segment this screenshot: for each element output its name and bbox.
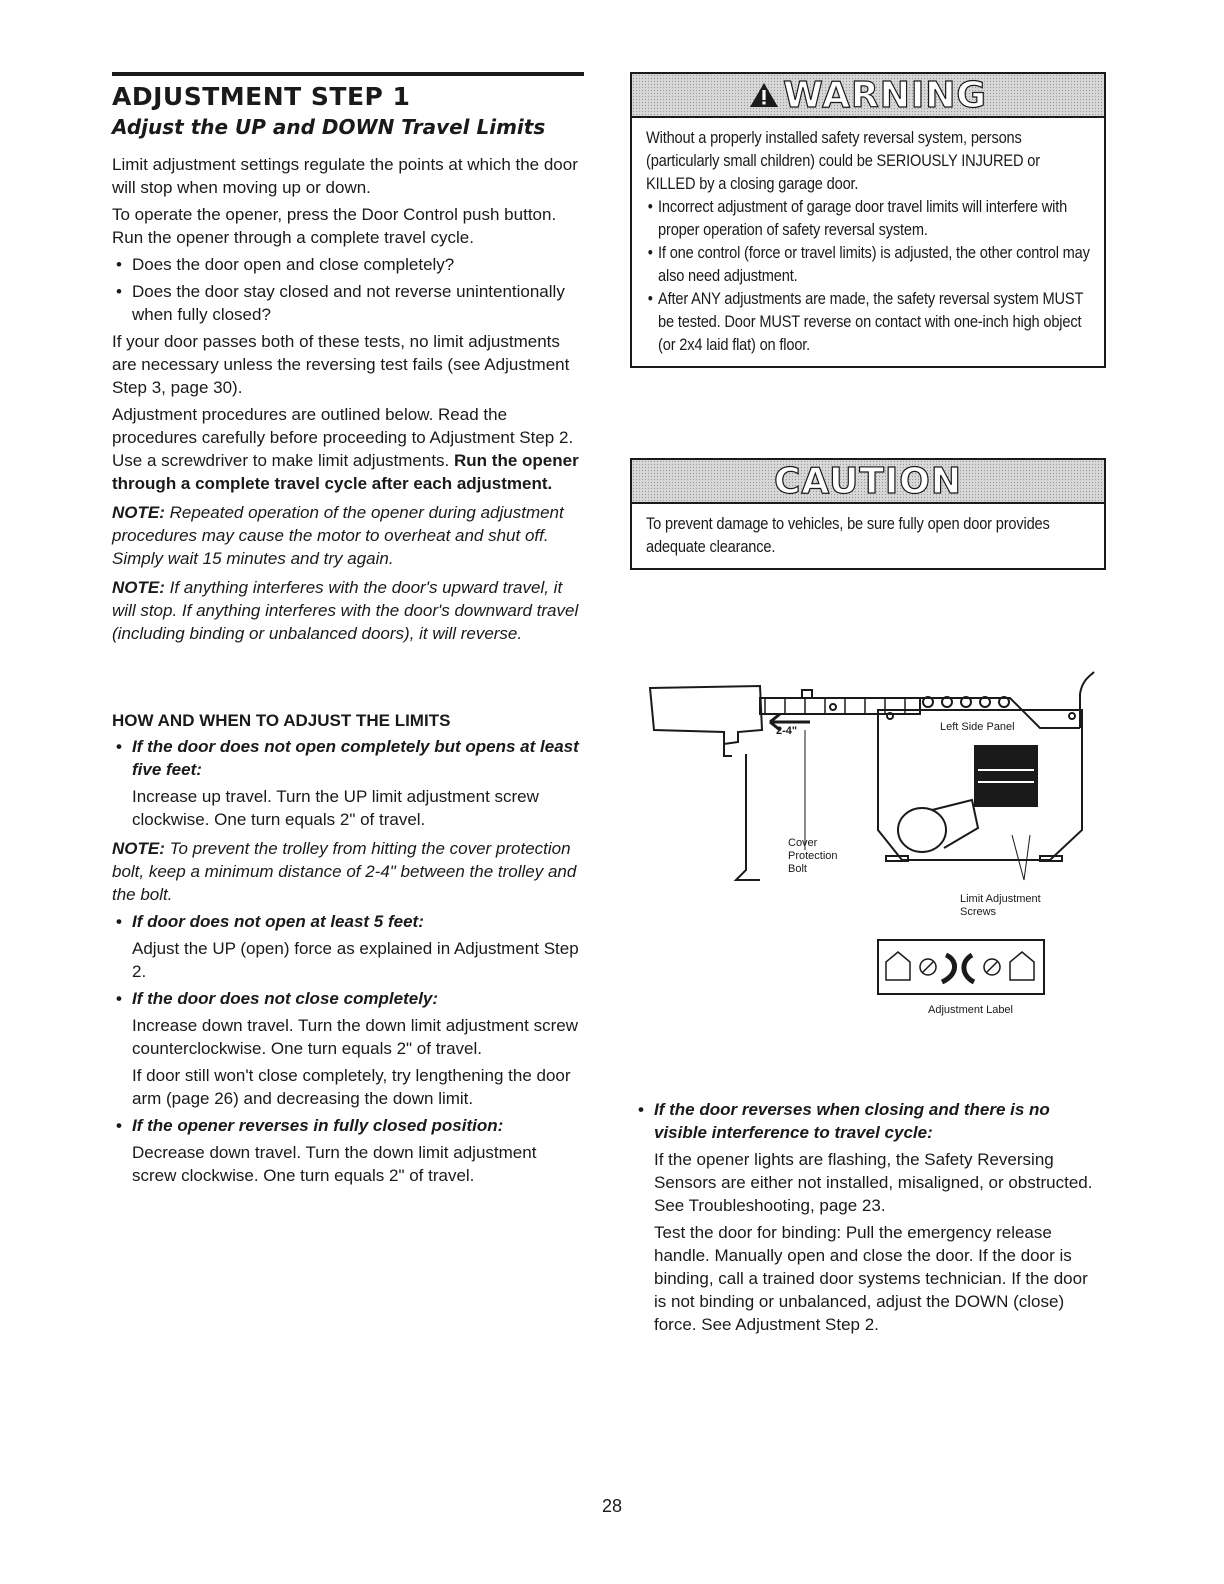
note-interference: [112, 576, 584, 645]
distance-label: 2-4": [776, 725, 798, 737]
procedure-text: Adjustment procedures are outlined below. Read the procedures carefully before proceeding to Adjustment Step 2. Use a screwdriver to make limit adjustments.: [112, 405, 574, 470]
page-title: ADJUSTMENT STEP 1: [112, 82, 411, 111]
how-heading: HOW AND WHEN TO ADJUST THE LIMITS: [112, 711, 451, 730]
warning-body: [632, 118, 1104, 366]
condition-reverses-closing: • If the door reverses when closing and there is no visible interference to travel cycle:: [634, 1098, 1104, 1144]
procedure-paragraph: [112, 403, 584, 495]
condition-reverses-closed: • If the opener reverses in fully closed position:: [112, 1114, 584, 1137]
left-column: [112, 72, 584, 1191]
list-item: • Does the door stay closed and not reverse unintentionally when fully closed?: [112, 280, 584, 326]
condition-text: Decrease down travel. Turn the down limit adjustment screw clockwise. One turn equals 2" of travel.: [132, 1143, 537, 1185]
list-item: • Does the door open and close completely?: [112, 253, 584, 276]
cover-bolt-label-2: Protection: [788, 850, 838, 862]
condition-opens-five-feet: • If the door does not open completely but opens at least five feet:: [112, 735, 584, 781]
note-text: Repeated operation of the opener during adjustment procedures may cause the motor to overheat and shut off. Simply wait 15 minutes and try again.: [112, 503, 564, 568]
note-overheat: [112, 501, 584, 570]
screws-label-2: Screws: [960, 906, 997, 918]
note-label: NOTE:: [112, 503, 165, 522]
condition-text: Increase up travel. Turn the UP limit adjustment screw clockwise. One turn equals 2" of travel.: [132, 787, 539, 829]
caution-box: [630, 458, 1106, 570]
list-item: • If one control (force or travel limits) is adjusted, the other control may also need adjustment.: [646, 241, 1101, 287]
screws-label-1: Limit Adjustment: [960, 893, 1041, 905]
cover-bolt-label-1: Cover: [788, 837, 818, 849]
opener-illustration: [620, 670, 1100, 1030]
condition-not-close: • If the door does not close completely:: [112, 987, 584, 1010]
note-label: NOTE:: [112, 839, 165, 858]
title-rule: [112, 72, 584, 76]
reverse-section: [634, 1094, 1104, 1340]
caution-text: To prevent damage to vehicles, be sure fully open door provides adequate clearance.: [646, 514, 1050, 556]
rail-shape: [760, 698, 920, 714]
flashing-paragraph: If the opener lights are flashing, the Safety Reversing Sensors are either not installed, misaligned, or obstructed. See Troubleshooting, page 23.: [654, 1150, 1093, 1215]
panel-label: Left Side Panel: [940, 721, 1015, 733]
section-subtitle: Adjust the UP and DOWN Travel Limits: [112, 115, 546, 139]
warning-triangle-icon: [749, 82, 779, 108]
operate-paragraph: To operate the opener, press the Door Control push button. Run the opener through a complete travel cycle.: [112, 205, 557, 247]
warning-label: WARNING: [783, 74, 987, 116]
condition-text: Increase down travel. Turn the down limit adjustment screw counterclockwise. One turn equals 2" of travel.: [132, 1016, 578, 1058]
note-label: NOTE:: [112, 578, 165, 597]
limit-adjustment-diagram: [620, 670, 1100, 1030]
list-item: • After ANY adjustments are made, the safety reversal system MUST be tested. Door MUST reverse on contact with one-inch high object (or 2x4 laid flat) on floor.: [646, 287, 1101, 356]
note-text: If anything interferes with the door's upward travel, it will stop. If anything interferes with the door's downward travel (including binding or unbalanced doors), it will reverse.: [112, 578, 579, 643]
caution-body: [632, 504, 1104, 568]
cover-bolt-label-3: Bolt: [788, 863, 807, 875]
binding-paragraph: Test the door for binding: Pull the emergency release handle. Manually open and close the door. If the door is binding, call a trained door systems technician. If the door is not binding or unbalanced, adjust the DOWN (close) force. See Adjustment Step 2.: [654, 1223, 1088, 1334]
warning-text: Without a properly installed safety reversal system, persons (particularly small children) could be SERIOUSLY INJURED or KILLED by a closing garage door.: [646, 128, 1040, 193]
condition-text: Adjust the UP (open) force as explained in Adjustment Step 2.: [132, 939, 579, 981]
caution-banner: [632, 460, 1104, 504]
condition-not-five-feet: • If door does not open at least 5 feet:: [112, 910, 584, 933]
page-number: 28: [601, 1496, 623, 1516]
warning-list: [646, 195, 1090, 356]
test-questions: [112, 253, 584, 326]
note-trolley: [112, 837, 584, 906]
adjustment-label-box: [878, 940, 1044, 994]
trolley-shape: [650, 686, 762, 744]
passes-paragraph: If your door passes both of these tests, no limit adjustments are necessary unless the reversing test fails (see Adjustment Step 3, page 30).: [112, 332, 570, 397]
procedure-emphasis: Run the opener through a complete travel cycle after each adjustment.: [112, 451, 579, 493]
adjustment-label-caption: Adjustment Label: [928, 1004, 1013, 1016]
intro-paragraph: Limit adjustment settings regulate the points at which the door will stop when moving up or down.: [112, 155, 578, 197]
list-item: • Incorrect adjustment of garage door travel limits will interfere with proper operation of safety reversal system.: [646, 195, 1101, 241]
house-down-icon: [886, 952, 910, 980]
condition-text: If door still won't close completely, try lengthening the door arm (page 26) and decreasing the down limit.: [132, 1066, 571, 1108]
caution-label: CAUTION: [773, 460, 963, 502]
note-text: To prevent the trolley from hitting the cover protection bolt, keep a minimum distance of 2-4" between the trolley and the bolt.: [112, 839, 577, 904]
warning-box: [630, 72, 1106, 368]
warning-banner: [632, 74, 1104, 118]
house-up-icon: [1010, 952, 1034, 980]
